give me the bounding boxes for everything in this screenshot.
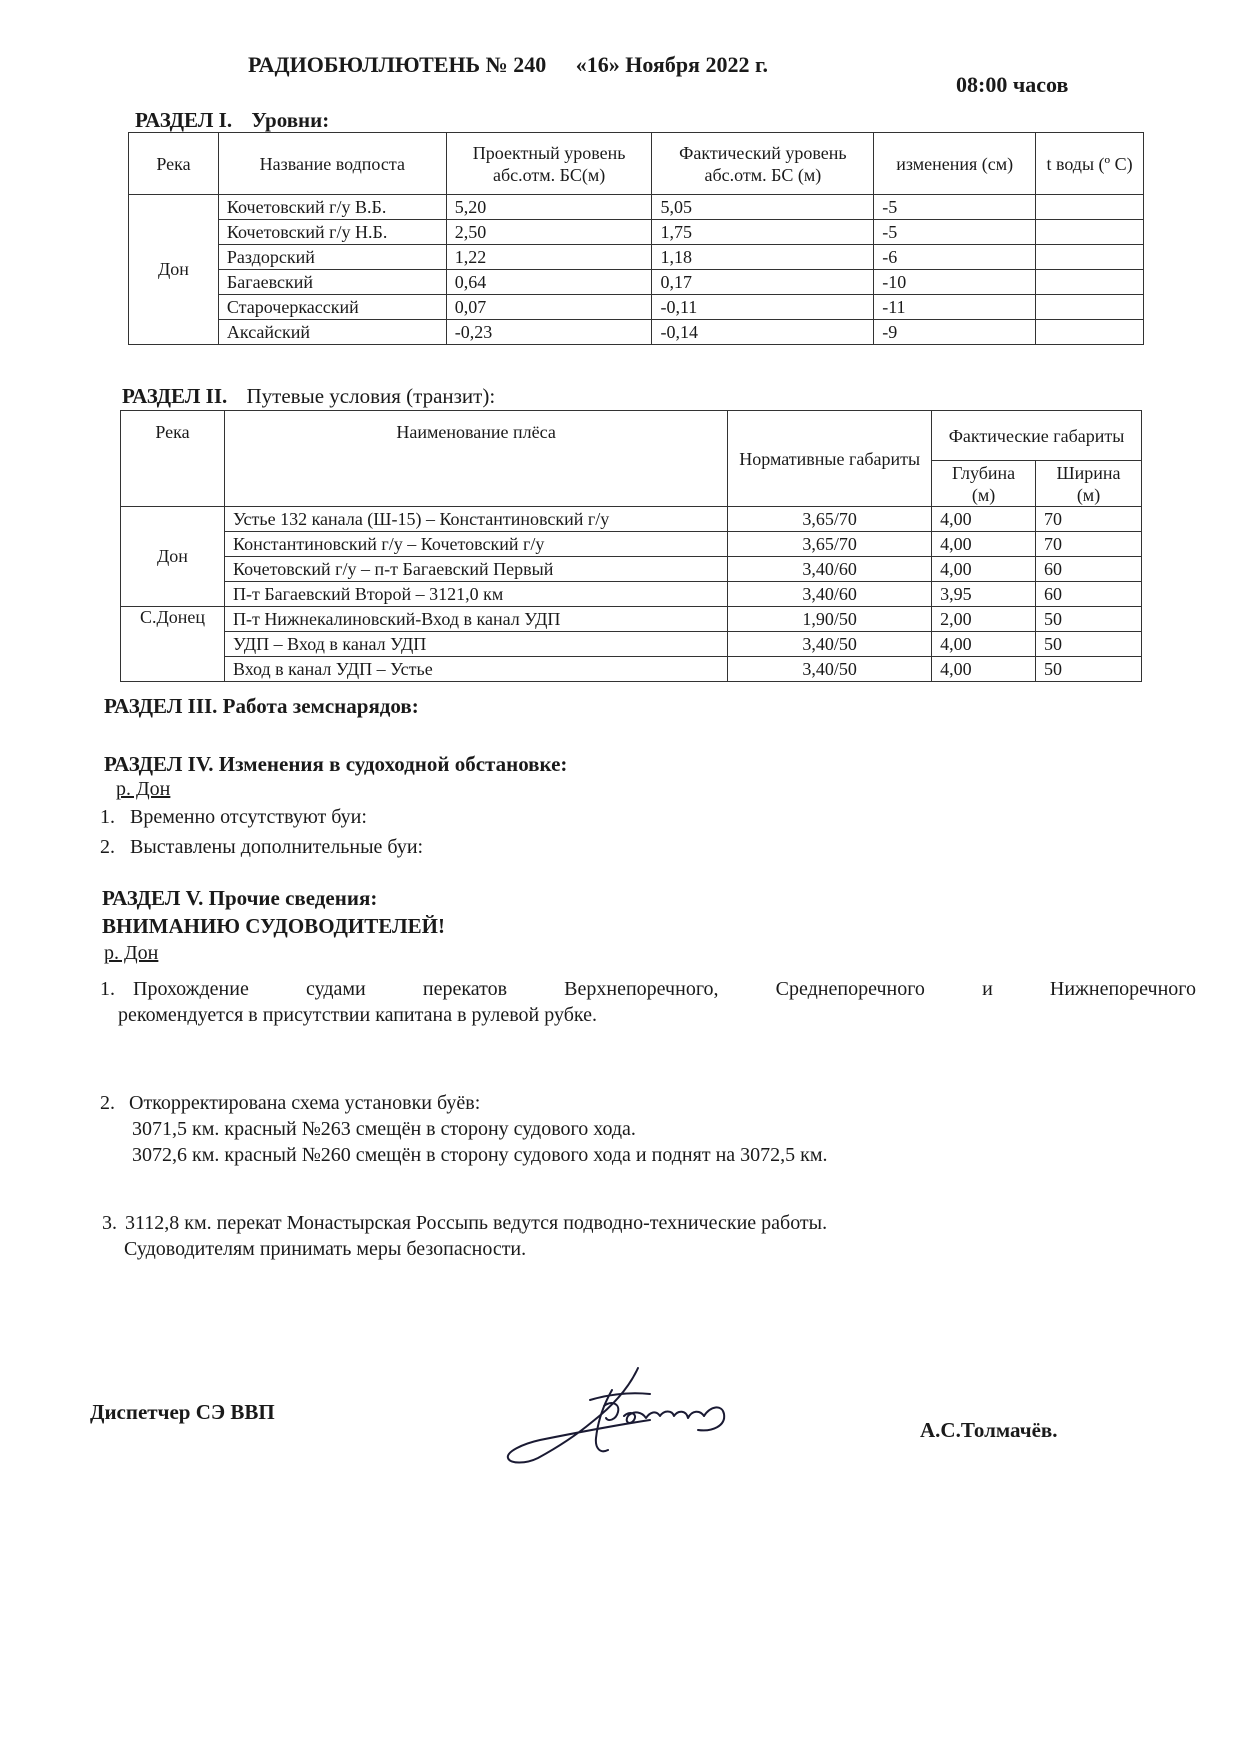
transit-header-reach: Наименование плёса [224, 411, 727, 507]
reach-name: П-т Багаевский Второй – 3121,0 км [224, 582, 727, 607]
normative-dims: 3,65/70 [728, 507, 932, 532]
levels-header-change: изменения (см) [874, 133, 1036, 195]
water-temp [1036, 220, 1144, 245]
table-row [121, 557, 1142, 582]
design-level: 0,64 [446, 270, 652, 295]
list-item: 2. Выставлены дополнительные буи: [100, 836, 424, 858]
transit-header-actual: Фактические габариты [932, 411, 1142, 461]
table-row [129, 320, 1144, 345]
water-temp [1036, 195, 1144, 220]
actual-level: -0,14 [652, 320, 874, 345]
reach-name: Вход в канал УДП – Устье [224, 657, 727, 682]
actual-level: 1,75 [652, 220, 874, 245]
actual-level: 1,18 [652, 245, 874, 270]
table-row [121, 657, 1142, 682]
transit-river-sdonets: С.Донец [121, 607, 225, 682]
actual-depth: 4,00 [932, 632, 1036, 657]
signatory-position: Диспетчер СЭ ВВП [90, 1400, 275, 1424]
levels-header-river: Река [129, 133, 219, 195]
table-row [129, 295, 1144, 320]
design-level: -0,23 [446, 320, 652, 345]
section4-title: РАЗДЕЛ IV. Изменения в судоходной обстановке: [104, 752, 568, 776]
levels-header-actual: Фактический уровень абс.отм. БС (м) [652, 133, 874, 195]
design-level: 5,20 [446, 195, 652, 220]
bulletin-day: «16» [575, 52, 620, 77]
table-row [121, 632, 1142, 657]
bulletin-time: 08:00 часов [956, 72, 1069, 97]
normative-dims: 3,65/70 [728, 532, 932, 557]
actual-depth: 4,00 [932, 532, 1036, 557]
signatory-name: А.С.Толмачёв. [920, 1418, 1058, 1442]
actual-width: 50 [1036, 607, 1142, 632]
transit-header-width: Ширина (м) [1036, 461, 1142, 507]
water-temp [1036, 270, 1144, 295]
section1-title: РАЗДЕЛ I. Уровни: [135, 108, 330, 132]
normative-dims: 3,40/50 [728, 657, 932, 682]
transit-river-don: Дон [121, 507, 225, 607]
table-row [129, 220, 1144, 245]
post-name: Багаевский [218, 270, 446, 295]
list-item: 3. 3112,8 км. перекат Монастырская Россыпь ведутся подводно-технические работы. Судоводителям принимать меры безопасности. [102, 1212, 828, 1260]
actual-depth: 4,00 [932, 657, 1036, 682]
level-change: -10 [874, 270, 1036, 295]
design-level: 1,22 [446, 245, 652, 270]
section2-title: РАЗДЕЛ II. Путевые условия (транзит): [122, 384, 496, 408]
reach-name: Устье 132 канала (Ш-15) – Константиновский г/у [224, 507, 727, 532]
water-temp [1036, 320, 1144, 345]
actual-depth: 4,00 [932, 507, 1036, 532]
table-row [121, 607, 1142, 632]
levels-header-post: Название водпоста [218, 133, 446, 195]
design-level: 2,50 [446, 220, 652, 245]
post-name: Кочетовский г/у Н.Б. [218, 220, 446, 245]
actual-level: -0,11 [652, 295, 874, 320]
actual-level: 0,17 [652, 270, 874, 295]
level-change: -6 [874, 245, 1036, 270]
table-row [129, 270, 1144, 295]
section4-river: р. Дон [116, 778, 171, 800]
bulletin-header [248, 52, 1069, 97]
actual-depth: 3,95 [932, 582, 1036, 607]
transit-header-depth: Глубина (м) [932, 461, 1036, 507]
bulletin-month-year: Ноября 2022 г. [625, 52, 768, 77]
actual-depth: 4,00 [932, 557, 1036, 582]
bulletin-number: РАДИОБЮЛЛЮТЕНЬ № 240 [248, 52, 547, 77]
post-name: Кочетовский г/у В.Б. [218, 195, 446, 220]
design-level: 0,07 [446, 295, 652, 320]
list-item: 2. Откорректирована схема установки буёв: 3071,5 км. красный №263 смещён в сторону судового хода. 3072,6 км. красный №260 смещён в сторону судового хода и поднят на 3072,5 км. [100, 1092, 828, 1166]
level-change: -11 [874, 295, 1036, 320]
actual-width: 70 [1036, 507, 1142, 532]
reach-name: Кочетовский г/у – п-т Багаевский Первый [224, 557, 727, 582]
reach-name: Константиновский г/у – Кочетовский г/у [224, 532, 727, 557]
actual-width: 60 [1036, 582, 1142, 607]
list-item: 1. Временно отсутствуют буи: [100, 806, 367, 828]
actual-width: 50 [1036, 632, 1142, 657]
actual-depth: 2,00 [932, 607, 1036, 632]
normative-dims: 3,40/50 [728, 632, 932, 657]
attention-heading: ВНИМАНИЮ СУДОВОДИТЕЛЕЙ! [102, 914, 445, 938]
section5-title: РАЗДЕЛ V. Прочие сведения: [102, 886, 378, 910]
levels-river: Дон [129, 195, 219, 345]
transit-header-river: Река [121, 411, 225, 507]
reach-name: П-т Нижнекалиновский-Вход в канал УДП [224, 607, 727, 632]
reach-name: УДП – Вход в канал УДП [224, 632, 727, 657]
list-item: 1. Прохождение судами перекатов Верхнепоречного, Среднепоречного и Нижнепоречного рекомендуется в присутствии капитана в рулевой рубке. [100, 978, 1196, 1026]
table-row [121, 532, 1142, 557]
levels-table [128, 132, 1144, 345]
normative-dims: 1,90/50 [728, 607, 932, 632]
levels-header-design: Проектный уровень абс.отм. БС(м) [446, 133, 652, 195]
table-row [129, 195, 1144, 220]
post-name: Аксайский [218, 320, 446, 345]
level-change: -5 [874, 220, 1036, 245]
section3-title: РАЗДЕЛ III. Работа земснарядов: [104, 694, 419, 718]
level-change: -5 [874, 195, 1036, 220]
transit-header-normative: Нормативные габариты [728, 411, 932, 507]
levels-header-temp: t воды (º С) [1036, 133, 1144, 195]
section5-river: р. Дон [104, 942, 159, 964]
transit-table [120, 410, 1142, 682]
water-temp [1036, 295, 1144, 320]
handwritten-signature [500, 1360, 740, 1470]
normative-dims: 3,40/60 [728, 582, 932, 607]
table-row [129, 245, 1144, 270]
table-row [121, 507, 1142, 532]
table-row [121, 582, 1142, 607]
actual-width: 50 [1036, 657, 1142, 682]
actual-width: 70 [1036, 532, 1142, 557]
water-temp [1036, 245, 1144, 270]
normative-dims: 3,40/60 [728, 557, 932, 582]
post-name: Старочеркасский [218, 295, 446, 320]
level-change: -9 [874, 320, 1036, 345]
actual-width: 60 [1036, 557, 1142, 582]
post-name: Раздорский [218, 245, 446, 270]
actual-level: 5,05 [652, 195, 874, 220]
